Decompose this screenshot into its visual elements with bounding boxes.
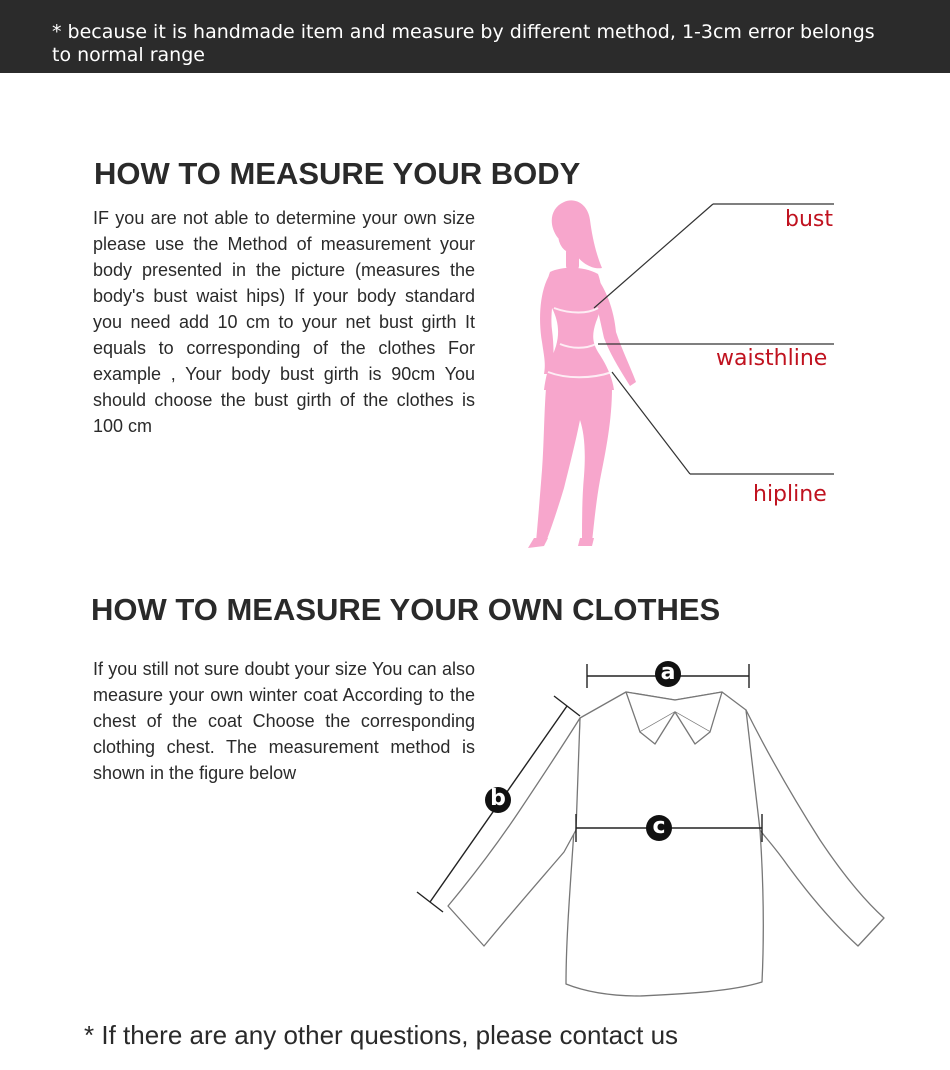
body-silhouette-figure [480, 150, 950, 570]
clothes-measure-description: If you still not sure doubt your size You can also measure your own winter coat According to the chest of the coat Choose the corresponding clothing chest. The measurement method is shown in the figure below [93, 659, 475, 783]
waist-label: waisthline [716, 346, 828, 371]
marker-a-shoulder: a [655, 661, 681, 687]
bust-label: bust [785, 207, 833, 232]
notice-banner [0, 0, 950, 73]
woman-silhouette [528, 200, 636, 548]
notice-text: * because it is handmade item and measure by different method, 1-3cm error belongs to normal range [52, 21, 875, 66]
clothes-measure-title: HOW TO MEASURE YOUR OWN CLOTHES [91, 592, 721, 627]
marker-c-chest: c [646, 815, 672, 841]
hip-label: hipline [753, 482, 827, 507]
shirt-diagram [400, 640, 950, 1020]
body-measure-title: HOW TO MEASURE YOUR BODY [94, 156, 581, 191]
marker-b-sleeve: b [485, 787, 511, 813]
body-measure-description: IF you are not able to determine your own size please use the Method of measurement your body presented in the picture (measures the body's bust waist hips) If your body standard you need add 10 cm to your net bust girth It equals to corresponding of the clothes For example , Your body bust girth is 90cm You should choose the bust girth of the clothes is 100 cm [93, 208, 475, 436]
contact-note: * If there are any other questions, please contact us [84, 1020, 679, 1050]
